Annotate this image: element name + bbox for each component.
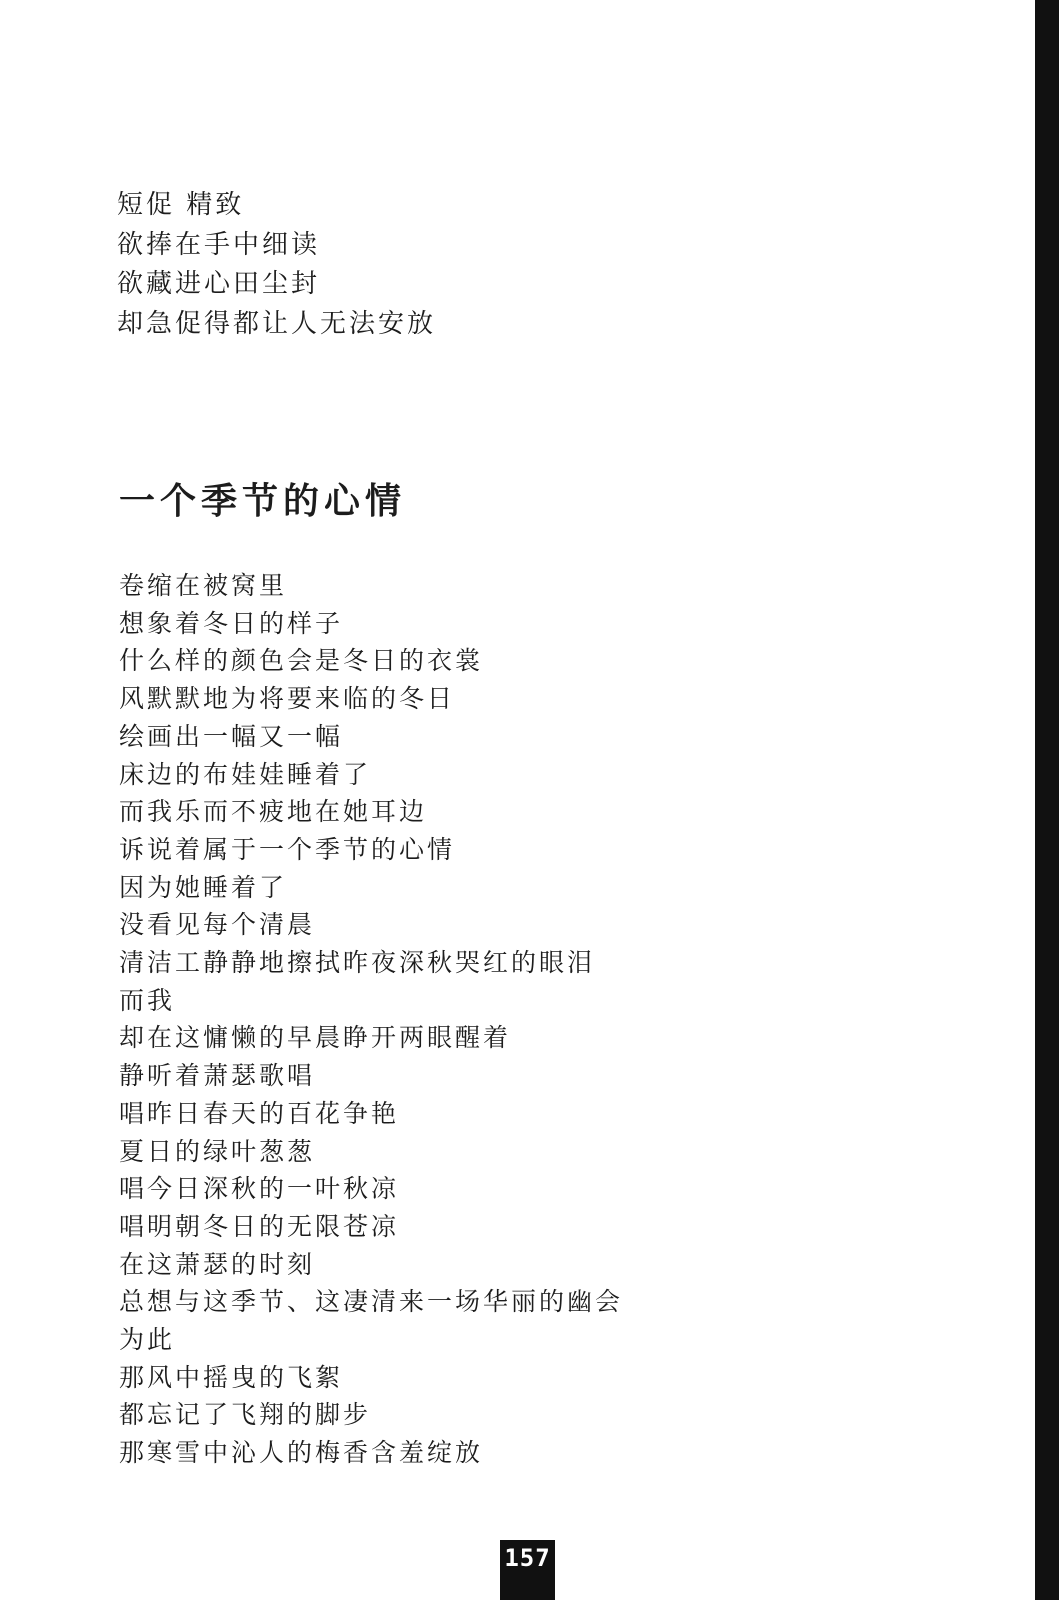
poem-line: 想象着冬日的样子 [119, 608, 344, 638]
poem-line: 因为她睡着了 [119, 872, 288, 902]
poem-line: 在这萧瑟的时刻 [119, 1249, 316, 1279]
poem-line: 风默默地为将要来临的冬日 [119, 684, 456, 714]
poem-line: 什么样的颜色会是冬日的衣裳 [119, 646, 484, 676]
poem-line: 唱明朝冬日的无限苍凉 [119, 1211, 400, 1241]
poem-line: 唱昨日春天的百花争艳 [119, 1098, 400, 1128]
stanza-line: 欲捧在手中细读 [117, 229, 321, 260]
poem-line: 卷缩在被窝里 [119, 571, 288, 600]
stanza-line: 欲藏进心田尘封 [117, 269, 321, 299]
poem-line: 诉说着属于一个季节的心情 [119, 834, 456, 864]
poem-line: 都忘记了飞翔的脚步 [119, 1400, 372, 1430]
stanza-line: 却急促得都让人无法安放 [117, 308, 437, 339]
top-stanza [117, 186, 436, 344]
poem-line: 那风中摇曳的飞絮 [119, 1362, 344, 1392]
poem-line: 床边的布娃娃睡着了 [119, 759, 372, 789]
poem-line: 却在这慵懒的早晨睁开两眼醒着 [119, 1023, 512, 1053]
poem-line: 绘画出一幅又一幅 [119, 721, 344, 751]
poem-title: 一个季节的心情 [119, 481, 407, 522]
poem-line: 没看见每个清晨 [119, 910, 316, 940]
poem-line: 而我 [119, 985, 176, 1015]
page-number: 157 [500, 1540, 555, 1600]
poem-line: 而我乐而不疲地在她耳边 [119, 797, 428, 827]
poem-body [119, 567, 623, 1472]
poem-line: 那寒雪中沁人的梅香含羞绽放 [119, 1438, 484, 1468]
poem-line: 静听着萧瑟歌唱 [119, 1061, 316, 1091]
page-edge [1035, 0, 1059, 1600]
poem-line: 清洁工静静地擦拭昨夜深秋哭红的眼泪 [119, 948, 596, 978]
poem-line: 总想与这季节、这凄清来一场华丽的幽会 [119, 1287, 624, 1317]
poem-line: 夏日的绿叶葱葱 [119, 1136, 316, 1166]
poem-line: 唱今日深秋的一叶秋凉 [119, 1174, 400, 1204]
poem-line: 为此 [119, 1325, 176, 1355]
stanza-line: 短促 精致 [117, 190, 245, 220]
